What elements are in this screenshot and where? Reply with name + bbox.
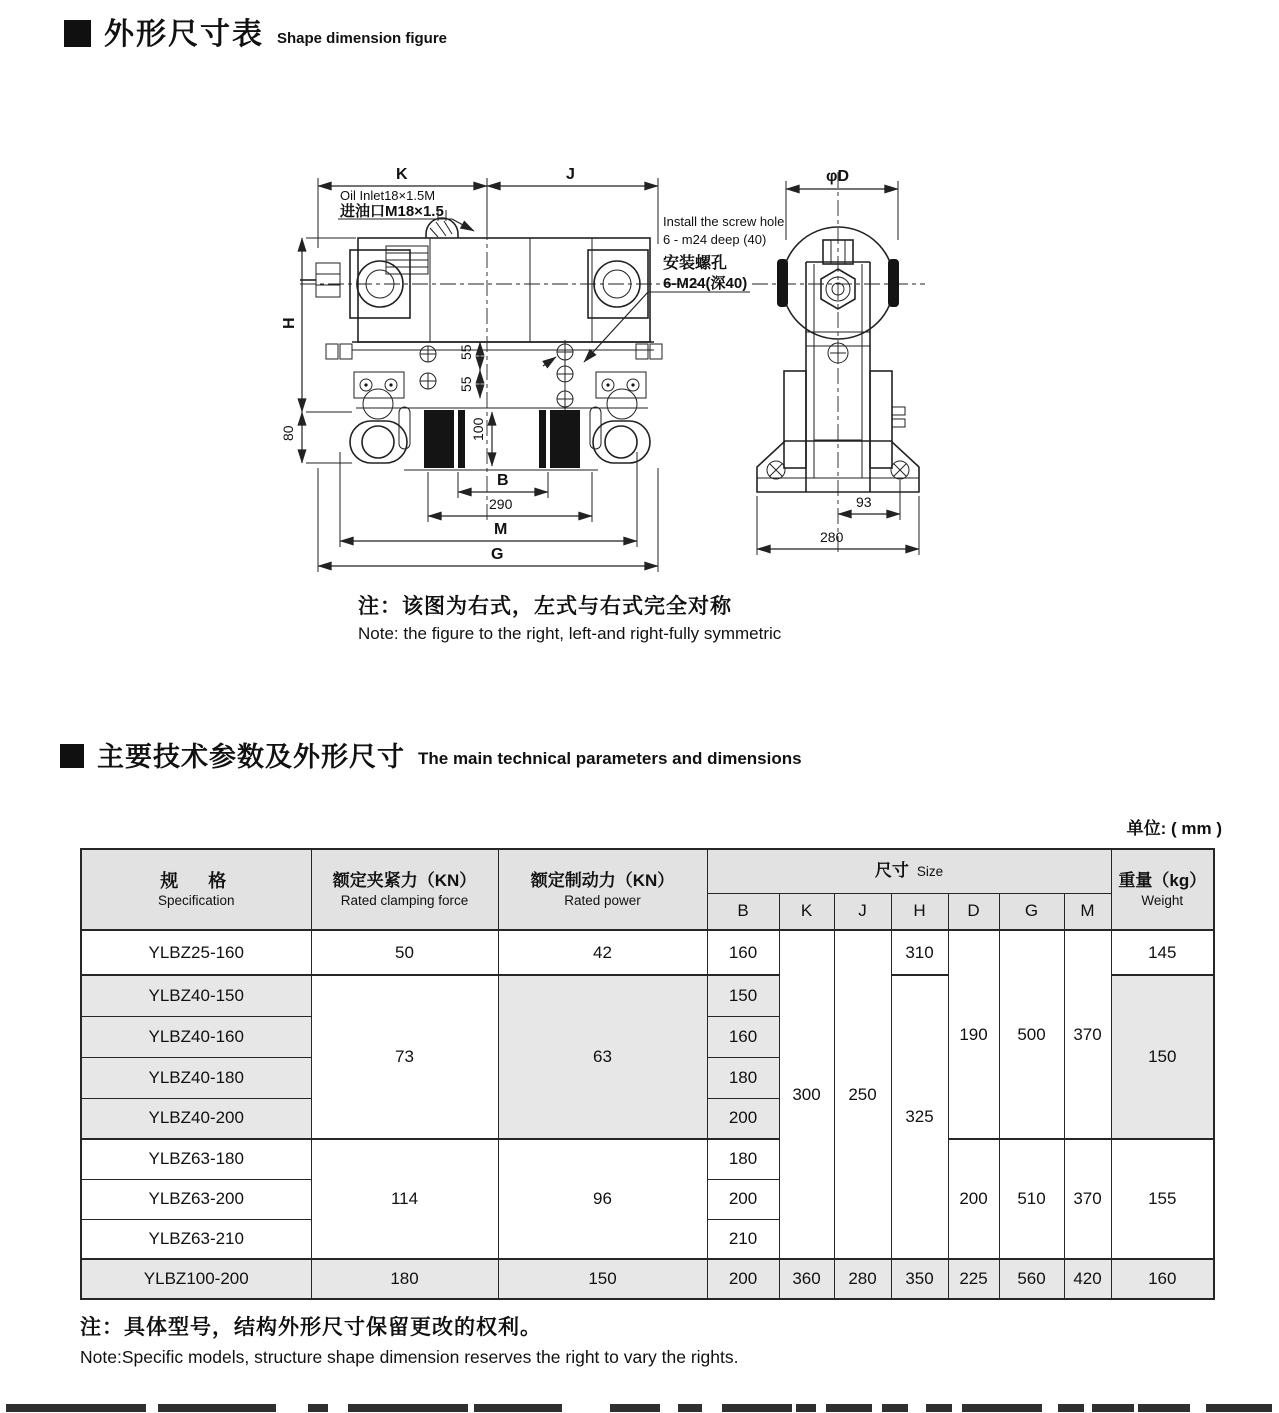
- dim-label-b: B: [497, 472, 509, 489]
- k-cell: 300: [779, 930, 834, 1259]
- technical-drawing: [0, 140, 1279, 585]
- dim-label-290: 290: [489, 496, 513, 512]
- power-cell: 150: [498, 1259, 707, 1299]
- header-col-b: B: [707, 893, 779, 930]
- header-clamp-zh: 额定夹紧力（KN）: [332, 871, 477, 890]
- weight-cell: 150: [1111, 975, 1214, 1139]
- bar-segment: [796, 1404, 816, 1412]
- b-cell: 180: [707, 1057, 779, 1098]
- bar-segment: [6, 1404, 146, 1412]
- weight-cell: 160: [1111, 1259, 1214, 1299]
- dim-label-g: G: [491, 546, 504, 563]
- header-weight: [1111, 849, 1214, 930]
- screw-note-en2: 6 - m24 deep (40): [663, 232, 767, 247]
- bar-segment: [610, 1404, 660, 1412]
- bar-segment: [348, 1404, 468, 1412]
- spec-cell: YLBZ40-160: [81, 1016, 311, 1057]
- spec-cell: YLBZ25-160: [81, 930, 311, 975]
- h-cell: 310: [891, 930, 948, 975]
- header-col-g: G: [999, 893, 1064, 930]
- dim-label-m: M: [494, 521, 508, 538]
- footnote-zh: 注：具体型号，结构外形尺寸保留更改的权利。: [80, 1316, 542, 1339]
- bar-segment: [474, 1404, 562, 1412]
- bar-segment: [158, 1404, 276, 1412]
- section-marker-square: [60, 744, 84, 768]
- b-cell: 160: [707, 930, 779, 975]
- drawing-note-en: Note: the figure to the right, left-and right-fully symmetric: [358, 624, 782, 643]
- dim-label-k: K: [396, 166, 408, 183]
- dim-label-55b: 55: [458, 376, 474, 392]
- bar-segment: [1058, 1404, 1084, 1412]
- footnote: [80, 1311, 739, 1368]
- j-cell: 280: [834, 1259, 891, 1299]
- header-clamp-en: Rated clamping force: [340, 893, 469, 908]
- header-row-top: [81, 849, 1214, 893]
- bar-segment: [722, 1404, 792, 1412]
- clamp-cell: 50: [311, 930, 498, 975]
- table-row: [81, 930, 1214, 975]
- clamp-cell: 114: [311, 1139, 498, 1259]
- spec-cell: YLBZ63-200: [81, 1179, 311, 1219]
- bar-segment: [1206, 1404, 1272, 1412]
- spec-cell: YLBZ63-210: [81, 1219, 311, 1259]
- drawing-note: [358, 590, 781, 644]
- oil-inlet-label-en: Oil Inlet18×1.5M: [340, 188, 436, 203]
- header-weight-en: Weight: [1141, 893, 1184, 908]
- header-size-en: Size: [916, 864, 944, 880]
- dim-label-phid: φD: [826, 168, 849, 185]
- d-cell: 200: [948, 1139, 999, 1259]
- header-power-zh: 额定制动力（KN）: [530, 871, 675, 890]
- clamp-cell: 180: [311, 1259, 498, 1299]
- header-size: [707, 849, 1111, 893]
- header-size-zh: 尺寸: [874, 861, 909, 881]
- g-cell: 560: [999, 1259, 1064, 1299]
- g-cell: 500: [999, 930, 1064, 1139]
- spec-cell: YLBZ40-200: [81, 1098, 311, 1139]
- section-title-shape: [64, 20, 447, 50]
- weight-cell: 145: [1111, 930, 1214, 975]
- h-cell: 350: [891, 1259, 948, 1299]
- section-title-en: The main technical parameters and dimensions: [418, 749, 802, 768]
- b-cell: 180: [707, 1139, 779, 1179]
- m-cell: 370: [1064, 1139, 1111, 1259]
- bar-segment: [826, 1404, 872, 1412]
- m-cell: 420: [1064, 1259, 1111, 1299]
- header-spec: [81, 849, 311, 930]
- dim-label-280: 280: [820, 529, 844, 545]
- section-marker-square: [64, 20, 91, 47]
- power-cell: 63: [498, 975, 707, 1139]
- spec-cell: YLBZ100-200: [81, 1259, 311, 1299]
- footnote-en: Note:Specific models, structure shape dimension reserves the right to vary the rights.: [80, 1347, 739, 1367]
- b-cell: 200: [707, 1098, 779, 1139]
- dim-label-55a: 55: [458, 344, 474, 360]
- spec-cell: YLBZ40-150: [81, 975, 311, 1016]
- b-cell: 160: [707, 1016, 779, 1057]
- k-cell: 360: [779, 1259, 834, 1299]
- bar-segment: [1138, 1404, 1190, 1412]
- dim-label-80: 80: [280, 425, 296, 441]
- j-cell: 250: [834, 930, 891, 1259]
- unit-label: 单位: ( mm ): [1126, 819, 1222, 838]
- power-cell: 42: [498, 930, 707, 975]
- header-power: [498, 849, 707, 930]
- header-col-h: H: [891, 893, 948, 930]
- section-title-zh: 主要技术参数及外形尺寸: [97, 742, 405, 772]
- bar-segment: [308, 1404, 328, 1412]
- header-col-d: D: [948, 893, 999, 930]
- bar-segment: [962, 1404, 1042, 1412]
- weight-cell: 155: [1111, 1139, 1214, 1259]
- header-col-k: K: [779, 893, 834, 930]
- dim-label-j: J: [566, 166, 575, 183]
- spec-cell: YLBZ63-180: [81, 1139, 311, 1179]
- b-cell: 150: [707, 975, 779, 1016]
- b-cell: 200: [707, 1259, 779, 1299]
- header-col-m: M: [1064, 893, 1111, 930]
- h-cell: 325: [891, 975, 948, 1259]
- g-cell: 510: [999, 1139, 1064, 1259]
- bar-segment: [882, 1404, 908, 1412]
- section-title-en: Shape dimension figure: [277, 30, 448, 47]
- dim-label-h: H: [281, 317, 298, 329]
- header-weight-zh: 重量（kg）: [1118, 871, 1207, 890]
- section-title-params: [60, 744, 802, 771]
- d-cell: 190: [948, 930, 999, 1139]
- bottom-cropped-bar: [0, 1404, 1279, 1412]
- header-clamp: [311, 849, 498, 930]
- dim-label-100: 100: [470, 417, 486, 441]
- header-power-en: Rated power: [564, 893, 641, 908]
- screw-note-en1: Install the screw hole: [663, 214, 785, 229]
- table-row: [81, 1139, 1214, 1179]
- m-cell: 370: [1064, 930, 1111, 1139]
- d-cell: 225: [948, 1259, 999, 1299]
- drawing-note-zh: 注：该图为右式，左式与右式完全对称: [358, 595, 732, 618]
- b-cell: 210: [707, 1219, 779, 1259]
- header-spec-en: Specification: [157, 893, 235, 908]
- table-row: [81, 1259, 1214, 1299]
- parameters-table: [80, 848, 1215, 1300]
- screw-note-zh2: 6-M24(深40): [663, 275, 748, 292]
- header-spec-zh: 规 格: [160, 871, 233, 891]
- header-col-j: J: [834, 893, 891, 930]
- oil-inlet-label-zh: 进油口M18×1.5: [340, 203, 444, 220]
- power-cell: 96: [498, 1139, 707, 1259]
- clamp-cell: 73: [311, 975, 498, 1139]
- screw-note-zh1: 安装螺孔: [663, 255, 728, 272]
- b-cell: 200: [707, 1179, 779, 1219]
- section-title-zh: 外形尺寸表: [104, 18, 264, 51]
- dim-label-93: 93: [856, 494, 872, 510]
- bar-segment: [678, 1404, 702, 1412]
- bar-segment: [1092, 1404, 1134, 1412]
- spec-cell: YLBZ40-180: [81, 1057, 311, 1098]
- bar-segment: [926, 1404, 952, 1412]
